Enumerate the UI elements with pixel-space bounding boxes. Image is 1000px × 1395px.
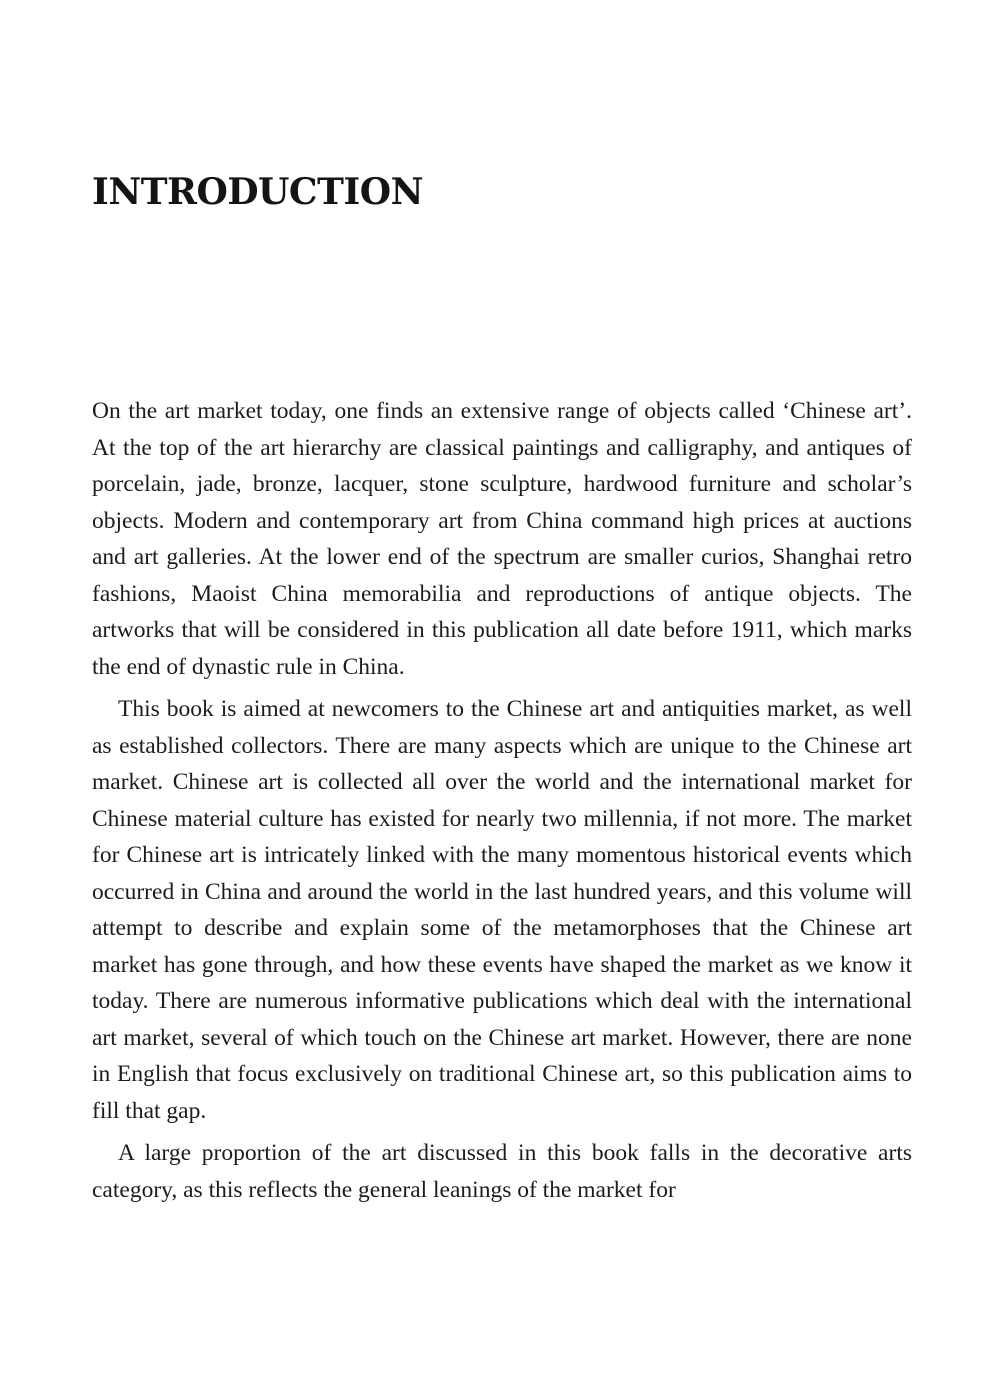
paragraph-3: A large proportion of the art discussed in this book falls in the decorative arts category, as this reflects the general leanings of the market for bbox=[92, 1140, 912, 1203]
chapter-title: INTRODUCTION bbox=[92, 171, 423, 213]
body-text bbox=[92, 393, 912, 1214]
book-page bbox=[92, 0, 912, 1395]
paragraph-2: This book is aimed at newcomers to the Chinese art and antiquities market, as well as established collectors. There are many aspects which are unique to the Chinese art market. Chinese art is collected all over the world and the international market for Chinese material culture has existed for nearly two millennia, if not more. The market for Chinese art is intricately linked with the many momentous historical events which occurred in China and around the world in the last hundred years, and this volume will attempt to describe and explain some of the metamorphoses that the Chinese art market has gone through, and how these events have shaped the market as we know it today. There are numerous informative publications which deal with the international art market, several of which touch on the Chinese art market. However, there are none in English that focus exclusively on traditional Chinese art, so this publication aims to fill that gap. bbox=[92, 696, 912, 1124]
paragraph-1: On the art market today, one finds an extensive range of objects called ‘Chinese art’. At the top of the art hierarchy are classical paintings and calligraphy, and antiques of porcelain, jade, bronze, lacquer, stone sculpture, hardwood furniture and scholar’s objects. Modern and contemporary art from China command high prices at auctions and art galleries. At the lower end of the spectrum are smaller curios, Shanghai retro fashions, Maoist China memorabilia and reproductions of antique objects. The artworks that will be considered in this publication all date before 1911, which marks the end of dynastic rule in China. bbox=[92, 398, 912, 680]
